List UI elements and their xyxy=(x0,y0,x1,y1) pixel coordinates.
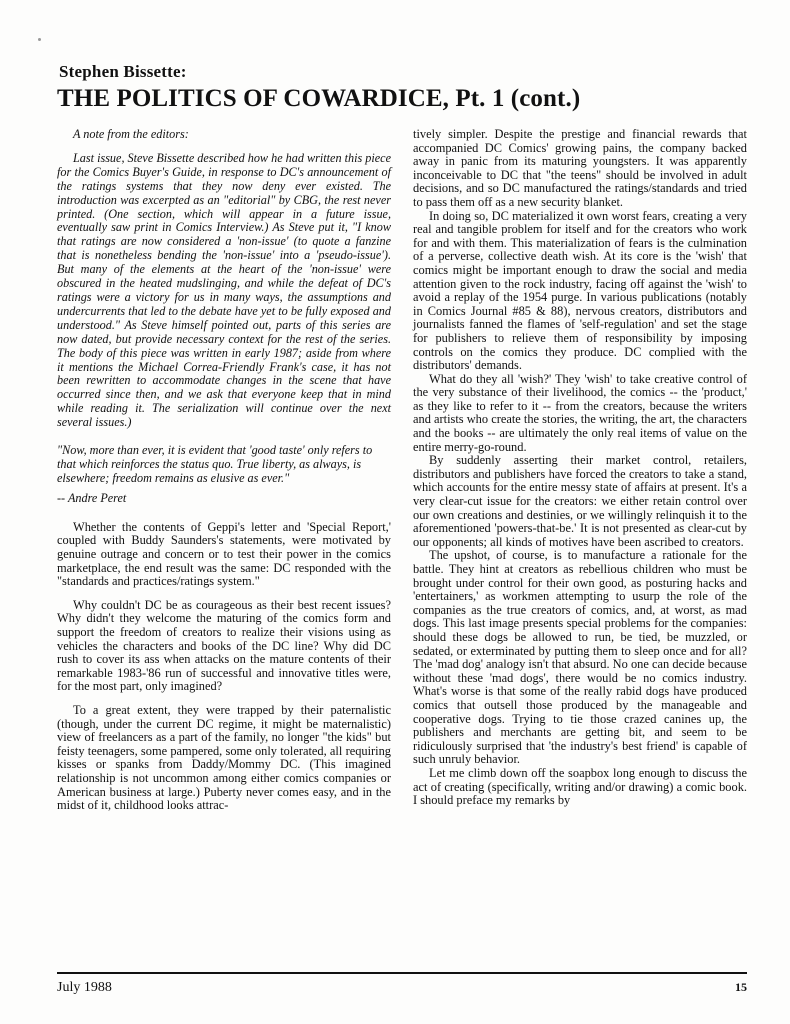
author-byline: Stephen Bissette: xyxy=(59,62,187,81)
paragraph: The upshot, of course, is to manufacture a rationale for the battle. They hint at creators as rebellious children who must be brought under control for their own good, as posturing hacks and 'entertainers,' as workmen attempting to usurp the role of the companies as the true creators of comics, and, at worst, as mad dogs. This last image presents special problems for the companies: should these dogs be allowed to run, be tied, be muzzled, or sedated, or exterminated by putting them to sleep once and for all? The 'mad dog' analogy isn't that absurd. No one can decide because without these 'mad dogs', there would be no comics industry. What's worse is that some of the really rabid dogs have produced comics that outsell those produced by the manageable and cooperative dogs. Trying to tie those crazed canines up, the publishers and merchants are getting bit, and seem to be ridiculously surprised that 'the industry's best friend' is capable of such unruly behavior. xyxy=(413,548,747,767)
page-number: 15 xyxy=(735,980,747,994)
article-header xyxy=(57,62,747,113)
editors-note-body: Last issue, Steve Bissette described how he had written this piece for the Comics Buyer's Guide, in response to DC's announcement of the ratings systems that they now deny ever existed. The introduction was excerpted as an "editorial" by CBG, the rest never printed. (One section, which will appear in a future issue, eventually saw print in Comics Interview.) As Steve put it, "I know that ratings are now considered a 'non-issue' (to quote a fanzine that is nonetheless bending the 'non-issue' into a 'pseudo-issue'). But many of the elements at the heart of the 'non-issue' were obscured in the heated mudslinging, and while the defeat of DC's ratings were a victory for us in many ways, the assumptions and undercurrents that led to the debate have yet to be fully exposed and understood." As Steve himself pointed out, parts of this series are now dated, but provide necessary context for the rest of the series. The body of this piece was written in early 1987; aside from where it mentions the Michael Correa-Friendly Frank's case, it has not been rewritten to accommodate changes in the scene that have occurred since then, and we ask that everyone keep that in mind while reading it. The serialization will continue over the next several issues.) xyxy=(57,150,391,430)
footer-divider xyxy=(57,972,747,974)
article-headline: THE POLITICS OF COWARDICE, Pt. 1 (cont.) xyxy=(57,85,581,112)
pull-quote xyxy=(57,443,391,505)
editors-note-title: A note from the editors: xyxy=(73,127,189,141)
page-footer xyxy=(57,980,747,996)
paragraph: To a great extent, they were trapped by their paternalistic (though, under the current DC regime, it might be maternalistic) view of freelancers as a part of the family, no longer "the kids" but feisty teenagers, some pampered, some only tolerated, all requiring kisses or spanks from Daddy/Mommy DC. (This imagined relationship is not uncommon among either comics companies or American business at large.) Puberty never comes easy, and in the midst of it, childhood looks attrac- xyxy=(57,702,391,813)
paragraph: By suddenly asserting their market control, retailers, distributors and publishers have forced the creators to take a stand, which accounts for the entire messy state of affairs at present. It's a very clear-cut issue for the creators: we either retain control over our own creations and destinies, or we willingly relinquish it to the aforementioned 'powers-that-be.' It is not presented as clear-cut by our opponents; all kinds of motives have been ascribed to creators. xyxy=(413,453,747,549)
pull-quote-attribution: -- Andre Peret xyxy=(57,490,127,505)
paragraph: Why couldn't DC be as courageous as their best recent issues? Why didn't they welcome the maturing of the comics form and support the freedom of creators to realize their visions using as vehicles the characters and books of the DC line? Why did DC rush to cover its ass when attacks on the mature contents of their remarkable 1983-'86 run of successful and innovative titles were, for the most part, only imagined? xyxy=(57,597,391,694)
right-column xyxy=(413,128,747,813)
paragraph: Whether the contents of Geppi's letter and 'Special Report,' coupled with Buddy Saunders's statements, were motivated by genuine outrage and concern or to test their power in the comics marketplace, the end result was the same: DC responded with the "standards and practices/ratings system." xyxy=(57,519,391,589)
issue-date: July 1988 xyxy=(57,980,112,995)
article-body xyxy=(57,128,747,813)
scan-artifact-speck xyxy=(38,38,41,41)
paragraph: In doing so, DC materialized it own worst fears, creating a very real and tangible problem for itself and for the creators who work for and with them. This materialization of fears is the culmination of a perverse, collective death wish. At its core is the 'wish' that comics might be important enough to draw the social and media attention given to the rock industry, facing off against the 'wish' to avoid a replay of the 1954 purge. In various publications (notably in Comics Journal #85 & 88), nervous creators, distributors and journalists fanned the flames of 'self-regulation' and set the stage for publishers to relieve them of responsibility by imposing controls on the comics they produce. DC complied with the distributors' demands. xyxy=(413,208,747,373)
left-column xyxy=(57,128,391,813)
pull-quote-text: "Now, more than ever, it is evident that 'good taste' only refers to that which reinforces the status quo. True liberty, as always, is elsewhere; freedom remains as elusive as ever." xyxy=(57,443,373,486)
paragraph: Let me climb down off the soapbox long enough to discuss the act of creating (specifically, writing and/or drawing) a comic book. I should preface my remarks by xyxy=(413,765,747,808)
editors-note xyxy=(57,128,391,430)
paragraph: tively simpler. Despite the prestige and financial rewards that accompanied DC Comics' growing pains, the company backed away in panic from its maturing youngsters. It was apparently inconceivable to DC that "the teens" should be involved in adult decisions, and so DC manufactured the ratings/standards and tried to pass them off as a new security blanket. xyxy=(413,127,747,209)
paragraph: What do they all 'wish?' They 'wish' to take creative control of the very substance of their livelihood, the comics -- the 'product,' as they like to refer to it -- from the creators, because the writers and artists who create the stories, the writing, the art, the characters and the books -- are ultimately the only real items of value on the entire merry-go-round. xyxy=(413,371,747,454)
